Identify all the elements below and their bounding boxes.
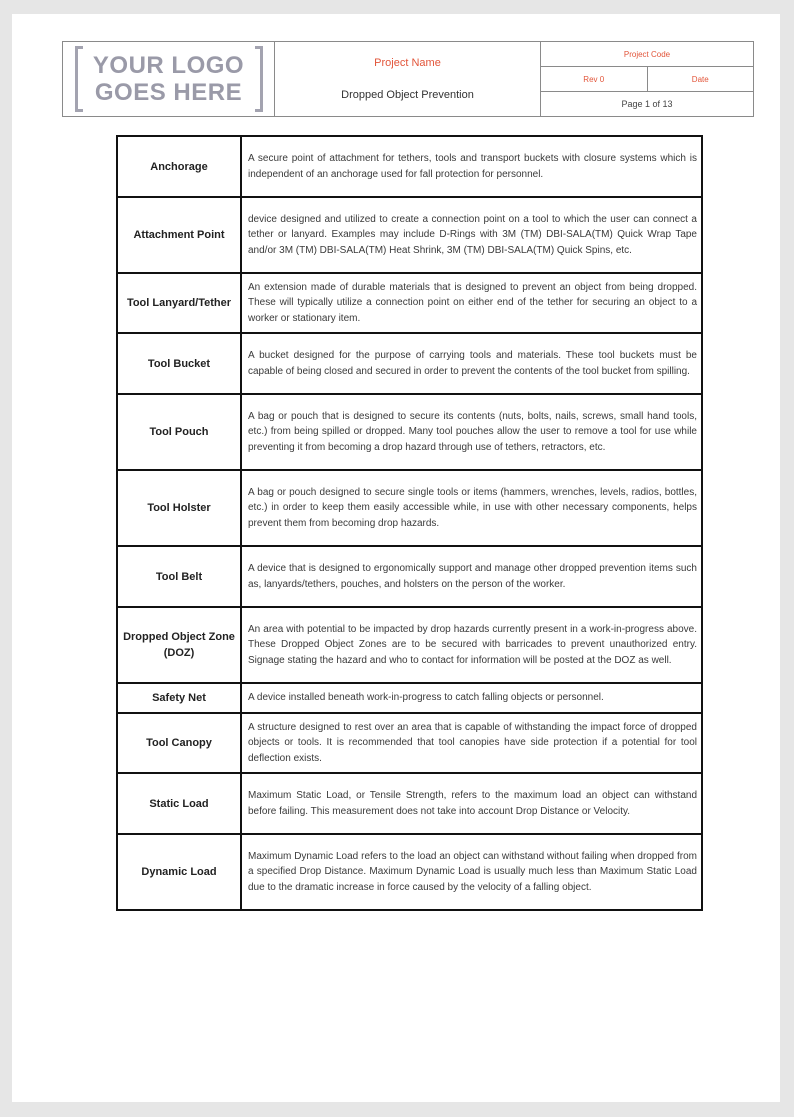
table-row: [117, 333, 702, 394]
term-cell: Tool Canopy: [117, 713, 241, 773]
document-title: Dropped Object Prevention: [341, 89, 474, 101]
definition-cell: A device installed beneath work-in-progress to catch falling objects or personnel.: [241, 683, 702, 713]
table-row: [117, 834, 702, 910]
term-cell: Dynamic Load: [117, 834, 241, 910]
definition-cell: An extension made of durable materials that is designed to prevent an object from being dropped. These will typically utilize a connection point on either end of the tether for securing an object to a worker or stationary item.: [241, 273, 702, 333]
project-cell: [275, 42, 541, 116]
logo-placeholder: [75, 46, 263, 112]
term-cell: Tool Belt: [117, 546, 241, 607]
definition-cell: Maximum Static Load, or Tensile Strength, refers to the maximum load an object can withstand before failing. This measurement does not take into account Drop Distance or Velocity.: [241, 773, 702, 834]
logo-line-1: YOUR LOGO: [92, 52, 245, 79]
table-row: [117, 197, 702, 273]
table-row: [117, 136, 702, 197]
glossary-table: [116, 135, 703, 911]
definition-cell: A bucket designed for the purpose of carrying tools and materials. These tool buckets must be capable of being closed and secured in order to prevent the contents of the tool bucket from spilling.: [241, 333, 702, 394]
definition-cell: A bag or pouch that is designed to secure its contents (nuts, bolts, nails, screws, small hand tools, etc.) from being spilled or dropped. Many tool pouches allow the user to remove a tool for use while preventing it from becoming a drop hazard through use of tethers, retractors, etc.: [241, 394, 702, 470]
definition-cell: A bag or pouch designed to secure single tools or items (hammers, wrenches, levels, radios, bottles, etc.) in order to keep them easily accessible while, in use with other necessary components, helps prevent them from becoming drop hazards.: [241, 470, 702, 546]
page-number-row: [541, 92, 753, 116]
project-name: Project Name: [374, 57, 441, 69]
term-cell: Safety Net: [117, 683, 241, 713]
table-row: [117, 683, 702, 713]
table-row: [117, 394, 702, 470]
table-row: [117, 273, 702, 333]
table-row: [117, 713, 702, 773]
term-cell: Tool Lanyard/Tether: [117, 273, 241, 333]
term-cell: Static Load: [117, 773, 241, 834]
meta-cell: [541, 42, 753, 116]
logo-line-2: GOES HERE: [94, 79, 243, 106]
project-code: Project Code: [623, 49, 671, 59]
rev-date-row: [541, 67, 753, 92]
logo-bracket-right: [255, 46, 263, 112]
definition-cell: Maximum Dynamic Load refers to the load an object can withstand without failing when dropped from a specified Drop Distance. Maximum Dynamic Load is usually much less than Maximum Static Load due to the dramatic increase in force caused by the velocity of a falling object.: [241, 834, 702, 910]
definition-cell: A structure designed to rest over an area that is capable of withstanding the impact force of dropped objects or tools. It is recommended that tool canopies have side protection if a potential for tool deflection exists.: [241, 713, 702, 773]
table-row: [117, 470, 702, 546]
page-header: [62, 41, 754, 117]
term-cell: Tool Holster: [117, 470, 241, 546]
definition-cell: A device that is designed to ergonomically support and manage other dropped prevention items such as, lanyards/tethers, pouches, and holsters on the person of the worker.: [241, 546, 702, 607]
term-cell: Tool Pouch: [117, 394, 241, 470]
term-cell: Tool Bucket: [117, 333, 241, 394]
definition-cell: device designed and utilized to create a connection point on a tool to which the user can connect a tether or lanyard. Examples may include D-Rings with 3M (TM) DBI-SALA(TM) Quick Wrap Tape and/or 3M (TM) DBI-SALA(TM) Heat Shrink, 3M (TM) DBI-SALA(TM) Quick Spins, etc.: [241, 197, 702, 273]
term-cell: Attachment Point: [117, 197, 241, 273]
definition-cell: An area with potential to be impacted by drop hazards currently present in a work-in-progress above. These Dropped Object Zones are to be secured with barricades to prevent unauthorized entry. Signage stating the hazard and who to contact for information will be posted at the DOZ as well.: [241, 607, 702, 683]
page-number: Page 1 of 13: [621, 99, 673, 109]
definition-cell: A secure point of attachment for tethers, tools and transport buckets with closure systems which is independent of an anchorage used for fall protection for personnel.: [241, 136, 702, 197]
table-row: [117, 546, 702, 607]
document-page: [12, 14, 780, 1102]
term-cell: Anchorage: [117, 136, 241, 197]
project-code-row: [541, 42, 753, 67]
term-cell: Dropped Object Zone (DOZ): [117, 607, 241, 683]
revision: Rev 0: [541, 67, 648, 91]
table-row: [117, 773, 702, 834]
table-row: [117, 607, 702, 683]
logo-bracket-left: [75, 46, 83, 112]
date: Date: [691, 74, 709, 84]
logo-cell: [63, 42, 275, 116]
